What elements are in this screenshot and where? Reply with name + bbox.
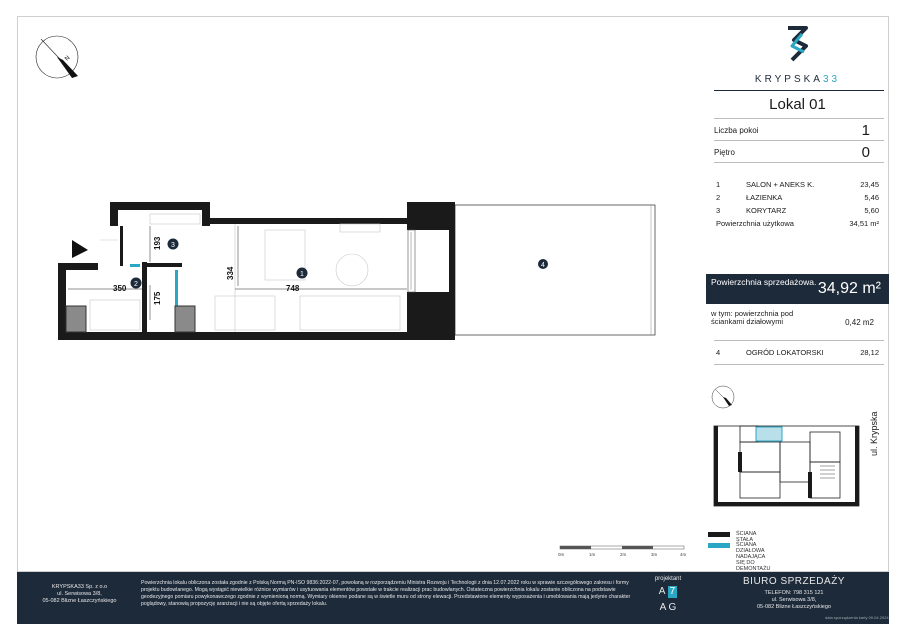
compass-letter: N	[64, 55, 72, 63]
company-address: KRYPSKA33 Sp. z o.o ul. Serwisowa 3/8, 05-082 Blizne Łaszczyńskiego	[42, 584, 117, 604]
small-compass-icon	[710, 384, 736, 410]
rooms-count-row	[714, 122, 876, 139]
dim-175: 175	[153, 291, 162, 305]
brand-name: KRYPSKA33	[754, 74, 841, 85]
site-plan-map	[710, 422, 865, 510]
room-marker-4: 4	[541, 262, 545, 269]
room-marker-1: 1	[300, 271, 304, 278]
partition-area-value: 0,42 m2	[845, 318, 874, 327]
sale-area-box	[706, 274, 889, 304]
scale-bar	[558, 546, 687, 557]
designer-block: projektant A 7 A G	[654, 576, 682, 613]
rooms-count-value: 1	[861, 122, 870, 139]
usable-area-row: Powierzchnia użytkowa 34,51 m²	[716, 219, 879, 228]
date-stamp: data sporządzenia karty 09.04.2024	[825, 615, 889, 620]
scale-label-4: 4m	[680, 552, 687, 557]
dim-350: 350	[113, 284, 127, 293]
divider	[714, 340, 884, 341]
krypska-logo-icon	[784, 24, 812, 64]
sale-area-value: 34,92 m²	[817, 280, 881, 297]
sales-office: BIURO SPRZEDAŻY TELEFON: 798 315 121 ul. Serwisowa 3/8, 05-082 Blizne Łaszczyńskiego	[743, 576, 845, 610]
floor-label: Piętro	[714, 148, 735, 157]
sale-area-label: Powierzchnia sprzedażowa.	[711, 277, 817, 287]
dim-334: 334	[226, 266, 235, 280]
scale-label-3: 3m	[651, 552, 658, 557]
scale-label-2: 2m	[620, 552, 627, 557]
divider	[714, 364, 884, 365]
dim-193: 193	[153, 236, 162, 250]
room-marker-2: 2	[134, 281, 138, 288]
room-list	[714, 180, 879, 231]
dim-748: 748	[286, 284, 300, 293]
divider	[714, 140, 884, 141]
room-row: 3 KORYTARZ 5,60	[716, 206, 879, 215]
rooms-count-label: Liczba pokoi	[714, 126, 759, 135]
divider	[714, 90, 884, 91]
sidebar: KRYPSKA33 Lokal 01 Liczba pokoi 1 Piętro 0 1 SALON + ANEKS K. 23,45 2 ŁAZIENKA 5,46 3 KORYTARZ 5,60 Powierzchnia użytkowa 34,51 m² Powierzchnia sprzedażowa. 34,92 m² w tym: powierzchnia pod ściankami działowymi 0,42 m2 4 OGRÓD LOKATORSKI 28,12 ul. Krypska ŚCIANA STAŁA ŚCIANA DZIAŁOWA NADAJĄCA SIĘ DO DEMONTAŻU	[706, 16, 889, 572]
divider	[714, 162, 884, 163]
compass-icon	[36, 36, 78, 78]
partition-area-label: w tym: powierzchnia pod ściankami działowymi	[711, 309, 794, 326]
floor-row	[714, 144, 876, 161]
room-row: 2 ŁAZIENKA 5,46	[716, 193, 879, 202]
room-row: 1 SALON + ANEKS K. 23,45	[716, 180, 879, 189]
unit-title: Lokal 01	[769, 96, 826, 113]
room-marker-3: 3	[171, 242, 175, 249]
scale-label-0: 0m	[558, 552, 565, 557]
floor-value: 0	[861, 144, 870, 161]
scale-label-1: 1m	[589, 552, 596, 557]
disclaimer-text: Powierzchnia lokalu obliczona została zgodnie z Polską Normą PN-ISO 9836:2022-07, powołaną w rozporządzeniu Ministra Rozwoju i Technologii z dnia 12.07.2022 roku w sprawie szczegółowego zakresu i formy projektu budowlanego. Mogą wystąpić niewielkie różnice wymiarów i usytuowania elementów powstałe w trakcie realizacji prac budowlanych. Ostateczna powierzchnia lokalu zostanie obliczona na podstawie geodezyjnego pomiaru powykonawczego zgodnie z wymienioną normą. Wymiary okienne podane są w świetle muru od strony elewacji. Przedstawione elementy wyposażenia i umeblowania mają jedynie charakter poglądowy, stanowią propozycję aranżacji i nie są objęte ofertą sprzedaży lokalu.	[141, 580, 631, 607]
divider	[714, 118, 884, 119]
entrance-arrow-icon	[72, 240, 88, 258]
footer	[17, 572, 889, 624]
street-label: ul. Krypska	[869, 411, 879, 456]
